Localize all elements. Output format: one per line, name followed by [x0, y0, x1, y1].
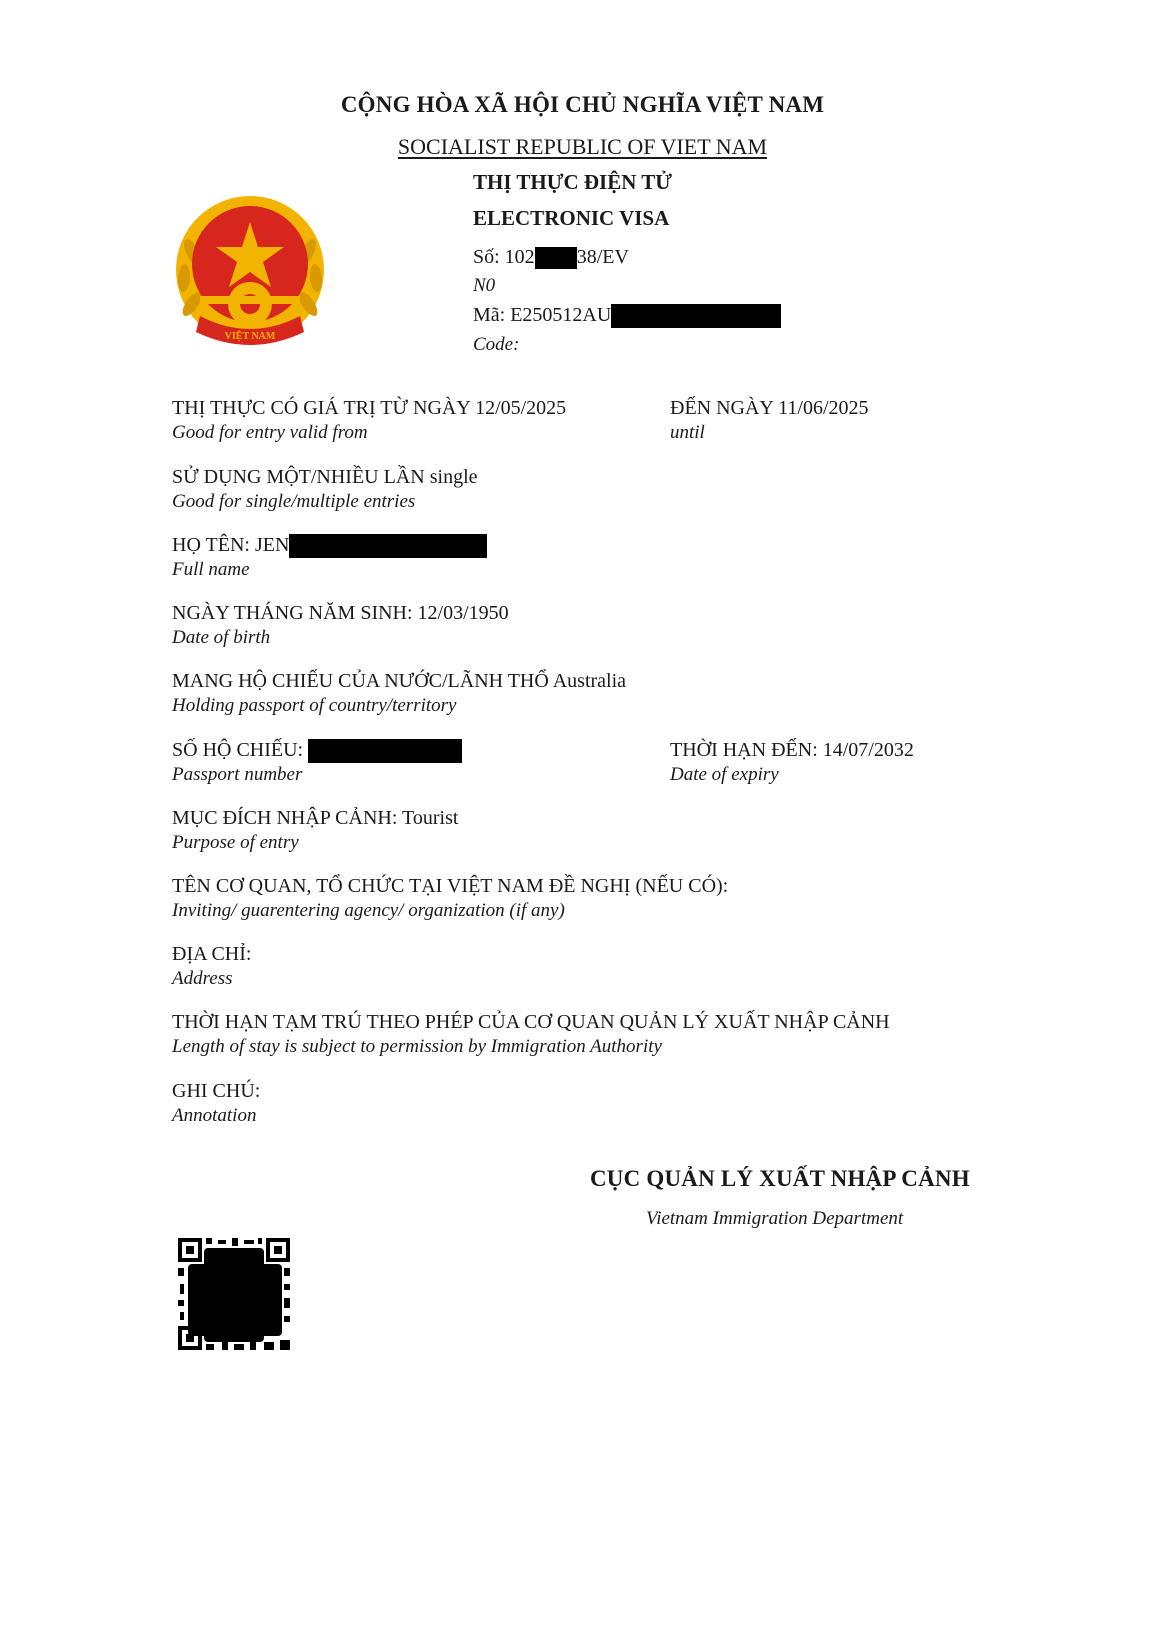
- visa-number-suffix: 38/EV: [576, 246, 629, 268]
- valid-from-en: Good for entry valid from: [172, 422, 368, 443]
- visa-number-label-en: N0: [473, 275, 496, 296]
- visa-title-en: ELECTRONIC VISA: [473, 206, 670, 230]
- passport-expiry-vn: THỜI HẠN ĐẾN: 14/07/2032: [670, 739, 914, 761]
- qr-code-icon: [176, 1236, 292, 1352]
- authority-en: Vietnam Immigration Department: [646, 1208, 904, 1229]
- emblem-text: VIỆT NAM: [224, 331, 276, 342]
- passport-number-vn: [172, 738, 462, 763]
- valid-until-en: until: [670, 422, 705, 443]
- agency-en: Inviting/ guarentering agency/ organization (if any): [172, 900, 565, 921]
- redaction-bar: [308, 739, 462, 763]
- visa-code-label-en: Code:: [473, 334, 520, 355]
- passport-expiry-en: Date of expiry: [670, 764, 779, 785]
- country-title-vn: CỘNG HÒA XÃ HỘI CHỦ NGHĨA VIỆT NAM: [340, 92, 825, 117]
- passport-number-label: SỐ HỘ CHIẾU:: [172, 739, 304, 761]
- visa-number: [473, 245, 629, 269]
- full-name-label: HỌ TÊN: JEN: [172, 534, 290, 556]
- entries-en: Good for single/multiple entries: [172, 491, 416, 512]
- purpose-en: Purpose of entry: [172, 832, 299, 853]
- passport-number-en: Passport number: [172, 764, 303, 785]
- address-vn: ĐỊA CHỈ:: [172, 943, 252, 965]
- emblem-small-text: CỘNG HÒA XÃ HỘI CHỦ NGHĨA: [220, 321, 280, 326]
- full-name-en: Full name: [172, 559, 250, 580]
- visa-code-label: Mã: E250512AU: [473, 304, 612, 326]
- valid-from-vn: THỊ THỰC CÓ GIÁ TRỊ TỪ NGÀY 12/05/2025: [172, 397, 567, 419]
- length-of-stay-en: Length of stay is subject to permission by Immigration Authority: [172, 1036, 662, 1057]
- annotation-vn: GHI CHÚ:: [172, 1080, 261, 1102]
- address-en: Address: [172, 968, 233, 989]
- country-title-en: SOCIALIST REPUBLIC OF VIET NAM: [397, 134, 768, 159]
- length-of-stay-vn: THỜI HẠN TẠM TRÚ THEO PHÉP CỦA CƠ QUAN QUẢN LÝ XUẤT NHẬP CẢNH: [172, 1011, 890, 1033]
- redaction-bar: [535, 247, 577, 269]
- full-name-vn: [172, 533, 487, 558]
- valid-until-vn: ĐẾN NGÀY 11/06/2025: [670, 397, 869, 419]
- authority-vn: CỤC QUẢN LÝ XUẤT NHẬP CẢNH: [590, 1166, 970, 1191]
- visa-title-vn: THỊ THỰC ĐIỆN TỬ: [473, 170, 672, 194]
- national-emblem-icon: [170, 192, 330, 352]
- annotation-en: Annotation: [172, 1105, 257, 1126]
- passport-country-vn: MANG HỘ CHIẾU CỦA NƯỚC/LÃNH THỔ Australia: [172, 670, 627, 692]
- purpose-vn: MỤC ĐÍCH NHẬP CẢNH: Tourist: [172, 807, 459, 829]
- agency-vn: TÊN CƠ QUAN, TỔ CHỨC TẠI VIỆT NAM ĐỀ NGHỊ (NẾU CÓ):: [172, 875, 729, 897]
- entries-vn: SỬ DỤNG MỘT/NHIỀU LẦN single: [172, 466, 478, 488]
- dob-vn: NGÀY THÁNG NĂM SINH: 12/03/1950: [172, 602, 509, 624]
- dob-en: Date of birth: [172, 627, 271, 648]
- visa-code: [473, 303, 781, 328]
- visa-number-label: Số: 102: [473, 246, 535, 268]
- redaction-bar: [289, 534, 487, 558]
- redaction-bar: [611, 304, 781, 328]
- passport-country-en: Holding passport of country/territory: [172, 695, 457, 716]
